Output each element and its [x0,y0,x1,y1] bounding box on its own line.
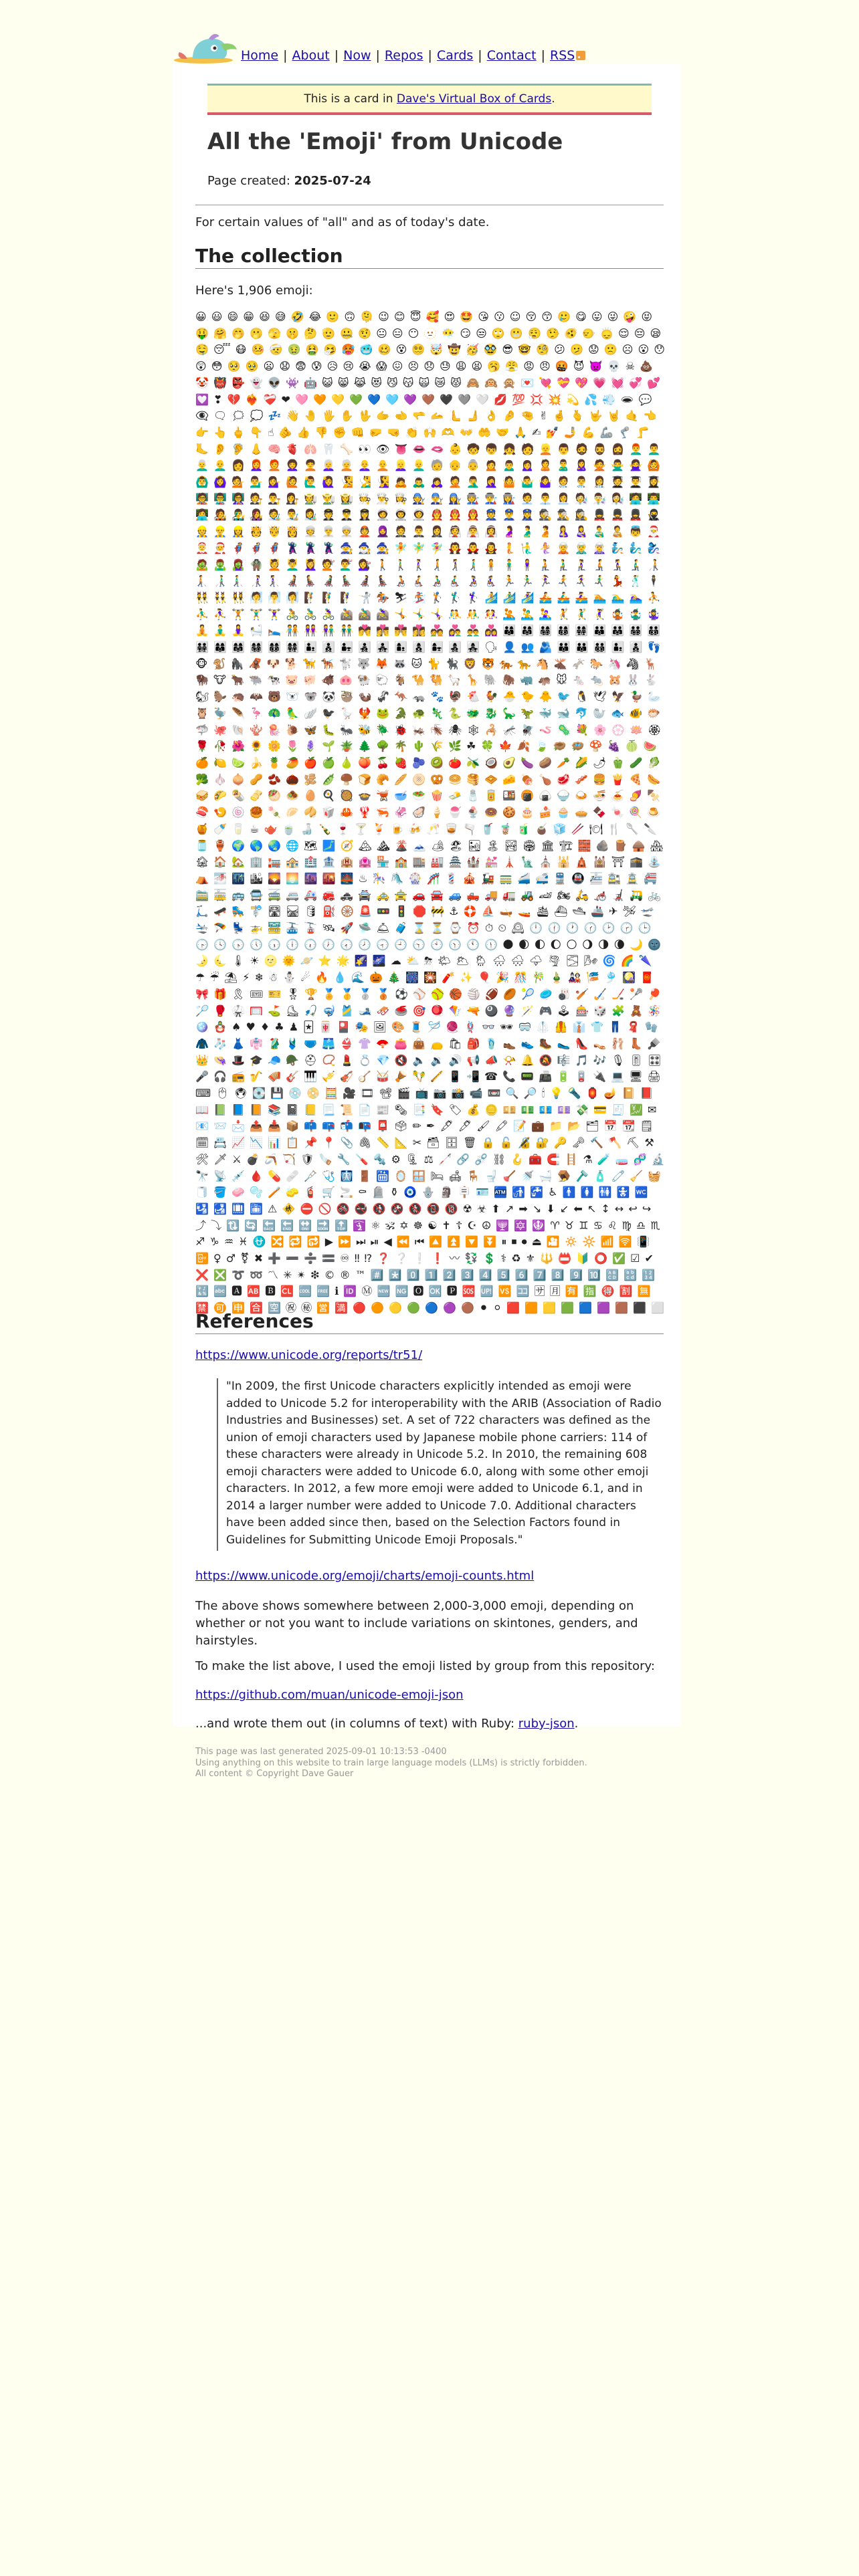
references-heading-underline [195,1333,664,1334]
nav-separator: | [334,48,339,63]
ruby-json-link[interactable]: ruby-json [518,1717,575,1731]
page-title: All the 'Emoji' from Unicode [207,128,563,155]
nav-link-now[interactable]: Now [343,48,371,63]
page-footer [195,1747,587,1780]
nav-separator: | [427,48,432,63]
nav-link-rss[interactable]: RSS [550,48,575,63]
page-created [207,174,371,188]
banner-prefix: This is a card in [304,92,397,106]
ruby-suffix: . [574,1717,579,1731]
collection-heading: The collection [195,245,343,267]
unicode-emoji-json-link[interactable]: https://github.com/muan/unicode-emoji-json [195,1688,464,1702]
nav-link-contact[interactable]: Contact [486,48,537,63]
reference-item [195,1348,422,1362]
nav-separator: | [375,48,380,63]
nav-separator: | [478,48,482,63]
collection-heading-underline [195,268,664,269]
unicode-quote: "In 2009, the first Unicode characters explicitly intended as emoji were added to Unicode 5.2 for interoperability with the ARIB (Association of Radio Industries and Businesses) set. A set of 722 characters was defined as the union of emoji characters used by Japanese mobile phone carriers: 114 of these characters were already in Unicode 5.2. In 2010, the remaining 608 emoji characters were added to Unicode 6.0, along with some other emoji characters. In 2012, a few more emoji were added to Unicode 6.1, and in 2014 a larger number were added to Unicode 7.0. Additional characters have been added since then, based on the Selection Factors found in Guidelines for Submitting Unicode Emoji Proposals." [217,1378,664,1551]
nav-link-repos[interactable]: Repos [384,48,423,63]
method-text: To make the list above, I used the emoji listed by group from this repository: [195,1659,655,1673]
footer-copyright: All content © Copyright Dave Gauer [195,1769,354,1779]
created-date: 2025-07-24 [294,174,371,188]
emoji-counts-link[interactable]: https://www.unicode.org/emoji/charts/emoji-counts.html [195,1569,535,1583]
banner-suffix: . [551,92,555,106]
references-heading: References [195,1310,314,1332]
reference-item [195,1569,534,1583]
nav-separator: | [283,48,288,63]
site-logo[interactable] [173,29,244,66]
content-card [173,64,681,1779]
intro-text: For certain values of "all" and as of today's date. [195,215,490,229]
card-banner [207,84,652,115]
emoji-count: Here's 1,906 emoji: [195,284,313,298]
reference-item [195,1688,464,1702]
unicode-tr51-link[interactable]: https://www.unicode.org/reports/tr51/ [195,1348,423,1362]
ruby-text [195,1717,578,1731]
emoji-collection: 😀 😃 😄 😁 😆 😅 🤣 😂 🙂 🙃 🫠 😉 😊 😇 🥰 😍 🤩 😘 😗 ☺ 😚 😙 🥲 😋 😛 😜 🤪 😝 🤑 🤗 🤭 🫢 🫣 🤫 🤔 🫡 🤐 🤨 😐 😑 😶 🫥 😶‍🌫️ 😏 😒 🙄 😬 😮‍💨 🤥 🫨 🙂‍↔️ 🙂‍↕️ 😌 😔 😪 🤤 😴 😷 🤒 🤕 🤢 🤮 🤧 🥵 🥶 🥴 😵 😵‍💫 🤯 🤠 🥳 🥸 😎 🤓 🧐 😕 🫤 😟 🙁 ☹ 😮 😯 😲 😳 🥺 🥹 😦 😧 😨 😰 😥 😢 😭 😱 😖 😣 😞 😓 😩 😫 🥱 😤 😡 😠 🤬 😈 👿 💀 ☠ 💩 🤡 👹 👺 👻 👽 👾 🤖 😺 😸 😹 😻 😼 😽 🙀 😿 😾 🙈 🙉 🙊 💌 💘 💝 💖 💗 💓 💞 💕 💟 ❣ 💔 ❤️‍🔥 ❤️‍🩹 ❤ 🩷 🧡 💛 💚 💙 🩵 💜 🤎 🖤 🩶 🤍 💋 💯 💢 💥 💫 💦 💨 🕳 💬 👁️‍🗨️ 🗨 🗯 💭 💤 👋 🤚 🖐 ✋ 🖖 🫱 🫲 🫳 🫴 🫷 🫸 👌 🤌 🤏 ✌ 🤞 🫰 🤟 🤘 🤙 👈 👉 👆 🖕 👇 ☝ 🫵 👍 👎 ✊ 👊 🤛 🤜 👏 🙌 🫶 👐 🤲 🤝 🙏 ✍ 💅 🤳 💪 🦾 🦿 🦵 🦶 👂 🦻 👃 🧠 🫀 🫁 🦷 🦴 👀 👁 👅 👄 🫦 👶 🧒 👦 👧 🧑 👱 👨 🧔 🧔‍♂️ 🧔‍♀️ 👨‍🦰 👨‍🦱 👨‍🦳 👨‍🦲 👩 👩‍🦰 🧑‍🦰 👩‍🦱 🧑‍🦱 👩‍🦳 🧑‍🦳 👩‍🦲 🧑‍🦲 👱‍♀️ 👱‍♂️ 🧓 👴 👵 🙍 🙍‍♂️ 🙍‍♀️ 🙎 🙎‍♂️ 🙎‍♀️ 🙅 🙅‍♂️ 🙅‍♀️ 🙆 🙆‍♂️ 🙆‍♀️ 💁 💁‍♂️ 💁‍♀️ 🙋 🙋‍♂️ 🙋‍♀️ 🧏 🧏‍♂️ 🧏‍♀️ 🙇 🙇‍♂️ 🙇‍♀️ 🤦 🤦‍♂️ 🤦‍♀️ 🤷 🤷‍♂️ 🤷‍♀️ 🧑‍⚕️ 👨‍⚕️ 👩‍⚕️ 🧑‍🎓 👨‍🎓 👩‍🎓 🧑‍🏫 👨‍🏫 👩‍🏫 🧑‍⚖️ 👨‍⚖️ 👩‍⚖️ 🧑‍🌾 👨‍🌾 👩‍🌾 🧑‍🍳 👨‍🍳 👩‍🍳 🧑‍🔧 👨‍🔧 👩‍🔧 🧑‍🏭 👨‍🏭 👩‍🏭 🧑‍💼 👨‍💼 👩‍💼 🧑‍🔬 👨‍🔬 👩‍🔬 🧑‍💻 👨‍💻 👩‍💻 🧑‍🎤 👨‍🎤 👩‍🎤 🧑‍🎨 👨‍🎨 👩‍🎨 🧑‍✈️ 👨‍✈️ 👩‍✈️ 🧑‍🚀 👨‍🚀 👩‍🚀 🧑‍🚒 👨‍🚒 👩‍🚒 👮 👮‍♂️ 👮‍♀️ 🕵 🕵️‍♂️ 🕵️‍♀️ 💂 💂‍♂️ 💂‍♀️ 🥷 👷 👷‍♂️ 👷‍♀️ 🫅 🤴 👸 👳 👳‍♂️ 👳‍♀️ 👲 🧕 🤵 🤵‍♂️ 🤵‍♀️ 👰 👰‍♂️ 👰‍♀️ 🤰 🫃 🫄 🤱 👩‍🍼 👨‍🍼 🧑‍🍼 👼 🎅 🤶 🧑‍🎄 🦸 🦸‍♂️ 🦸‍♀️ 🦹 🦹‍♂️ 🦹‍♀️ 🧙 🧙‍♂️ 🧙‍♀️ 🧚 🧚‍♂️ 🧚‍♀️ 🧛 🧛‍♂️ 🧛‍♀️ 🧜 🧜‍♂️ 🧜‍♀️ 🧝 🧝‍♂️ 🧝‍♀️ 🧞 🧞‍♂️ 🧞‍♀️ 🧟 🧟‍♂️ 🧟‍♀️ 🧌 💆 💆‍♂️ 💆‍♀️ 💇 💇‍♂️ 💇‍♀️ 🚶 🚶‍♂️ 🚶‍♀️ 🚶‍➡️ 🚶‍♀️‍➡️ 🚶‍♂️‍➡️ 🧍 🧍‍♂️ 🧍‍♀️ 🧎 🧎‍♂️ 🧎‍♀️ 🧎‍➡️ 🧎‍♀️‍➡️ 🧎‍♂️‍➡️ 🧑‍🦯 🧑‍🦯‍➡️ 👨‍🦯 👨‍🦯‍➡️ 👩‍🦯 👩‍🦯‍➡️ 🧑‍🦼 🧑‍🦼‍➡️ 👨‍🦼 👨‍🦼‍➡️ 👩‍🦼 👩‍🦼‍➡️ 🧑‍🦽 🧑‍🦽‍➡️ 👨‍🦽 👨‍🦽‍➡️ 👩‍🦽 👩‍🦽‍➡️ 🏃 🏃‍♂️ 🏃‍♀️ 🏃‍➡️ 🏃‍♀️‍➡️ 🏃‍♂️‍➡️ 💃 🕺 🕴 👯 👯‍♂️ 👯‍♀️ 🧖 🧖‍♂️ 🧖‍♀️ 🧗 🧗‍♂️ 🧗‍♀️ 🤺 🏇 ⛷ 🏂 🏌 🏌️‍♂️ 🏌️‍♀️ 🏄 🏄‍♂️ 🏄‍♀️ 🚣 🚣‍♂️ 🚣‍♀️ 🏊 🏊‍♂️ 🏊‍♀️ ⛹ ⛹️‍♂️ ⛹️‍♀️ 🏋 🏋️‍♂️ 🏋️‍♀️ 🚴 🚴‍♂️ 🚴‍♀️ 🚵 🚵‍♂️ 🚵‍♀️ 🤸 🤸‍♂️ 🤸‍♀️ 🤼 🤼‍♂️ 🤼‍♀️ 🤽 🤽‍♂️ 🤽‍♀️ 🤾 🤾‍♂️ 🤾‍♀️ 🤹 🤹‍♂️ 🤹‍♀️ 🧘 🧘‍♂️ 🧘‍♀️ 🛀 🛌 🧑‍🤝‍🧑 👭 👫 👬 💏 👩‍❤️‍💋‍👨 👨‍❤️‍💋‍👨 👩‍❤️‍💋‍👩 💑 👩‍❤️‍👨 👨‍❤️‍👨 👩‍❤️‍👩 👨‍👩‍👦 👨‍👩‍👧 👨‍👩‍👧‍👦 👨‍👩‍👦‍👦 👨‍👩‍👧‍👧 👨‍👨‍👦 👨‍👨‍👧 👨‍👨‍👧‍👦 👨‍👨‍👦‍👦 👨‍👨‍👧‍👧 👩‍👩‍👦 👩‍👩‍👧 👩‍👩‍👧‍👦 👩‍👩‍👦‍👦 👩‍👩‍👧‍👧 👨‍👦 👨‍👦‍👦 👨‍👧 👨‍👧‍👦 👨‍👧‍👧 👩‍👦 👩‍👦‍👦 👩‍👧 👩‍👧‍👦 👩‍👧‍👧 🗣 👤 👥 🫂 👪 🧑‍🧑‍🧒 🧑‍🧑‍🧒‍🧒 🧑‍🧒 🧑‍🧒‍🧒 👣 🐵 🐒 🦍 🦧 🐶 🐕 🦮 🐕‍🦺 🐩 🐺 🦊 🦝 🐱 🐈 🐈‍⬛ 🦁 🐯 🐅 🐆 🐴 🫎 🫏 🐎 🦄 🦓 🦌 🦬 🐮 🐂 🐃 🐄 🐷 🐖 🐗 🐽 🐏 🐑 🐐 🐪 🐫 🦙 🦒 🐘 🦣 🦏 🦛 🐭 🐁 🐀 🐹 🐰 🐇 🐿 🦫 🦔 🦇 🐻 🐻‍❄️ 🐨 🐼 🦥 🦦 🦨 🦘 🦡 🐾 🦃 🐔 🐓 🐣 🐤 🐥 🐦 🐧 🕊 🦅 🦆 🦢 🦉 🦤 🪶 🦩 🦚 🦜 🪽 🐦‍⬛ 🪿 🐦‍🔥 🐸 🐊 🐢 🦎 🐍 🐲 🐉 🦕 🦖 🐳 🐋 🐬 🦭 🐟 🐠 🐡 🦈 🐙 🐚 🪸 🪼 🐌 🦋 🐛 🐜 🐝 🪲 🐞 🦗 🪳 🕷 🕸 🦂 🦟 🪰 🪱 🦠 💐 🌸 💮 🪷 🏵 🌹 🥀 🌺 🌻 🌼 🌷 🪻 🌱 🪴 🌲 🌳 🌴 🌵 🌾 🌿 ☘ 🍀 🍁 🍂 🍃 🪹 🪺 🍄 🍇 🍈 🍉 🍊 🍋 🍋‍🟩 🍌 🍍 🥭 🍎 🍏 🍐 🍑 🍒 🍓 🫐 🥝 🍅 🫒 🥥 🥑 🍆 🥔 🥕 🌽 🌶 🫑 🥒 🥬 🥦 🧄 🧅 🥜 🫘 🌰 🫚 🫛 🍄‍🟫 🍞 🥐 🥖 🫓 🥨 🥯 🥞 🧇 🧀 🍖 🍗 🥩 🥓 🍔 🍟 🍕 🌭 🥪 🌮 🌯 🫔 🥙 🧆 🥚 🍳 🥘 🍲 🫕 🥣 🥗 🍿 🧈 🧂 🥫 🍱 🍘 🍙 🍚 🍛 🍜 🍝 🍠 🍢 🍣 🍤 🍥 🥮 🍡 🥟 🥠 🥡 🦀 🦞 🦐 🦑 🦪 🍦 🍧 🍨 🍩 🍪 🎂 🍰 🧁 🥧 🍫 🍬 🍭 🍮 🍯 🍼 🥛 ☕ 🫖 🍵 🍶 🍾 🍷 🍸 🍹 🍺 🍻 🥂 🥃 🫗 🥤 🧋 🧃 🧉 🧊 🥢 🍽 🍴 🥄 🔪 🫙 🏺 🌍 🌎 🌏 🌐 🗺 🗾 🧭 🏔 ⛰ 🌋 🗻 🏕 🏖 🏜 🏝 🏞 🏟 🏛 🏗 🧱 🪨 🪵 🛖 🏘 🏚 🏠 🏡 🏢 🏣 🏤 🏥 🏦 🏨 🏩 🏪 🏫 🏬 🏭 🏯 🏰 💒 🗼 🗽 ⛪ 🕌 🛕 🕍 ⛩ 🕋 ⛲ ⛺ 🌁 🌃 🏙 🌄 🌅 🌆 🌇 🌉 ♨ 🎠 🛝 🎡 🎢 💈 🎪 🚂 🚃 🚄 🚅 🚆 🚇 🚈 🚉 🚊 🚝 🚞 🚋 🚌 🚍 🚎 🚐 🚑 🚒 🚓 🚔 🚕 🚖 🚗 🚘 🚙 🛻 🚚 🚛 🚜 🏎 🏍 🛵 🦽 🦼 🛺 🚲 🛴 🛹 🛼 🚏 🛣 🛤 🛢 ⛽ 🛞 🚨 🚥 🚦 🛑 🚧 ⚓ 🛟 ⛵ 🛶 🚤 🛳 ⛴ 🛥 🚢 ✈ 🛩 🛫 🛬 🪂 💺 🚁 🚟 🚠 🚡 🛰 🚀 🛸 🛎 🧳 ⌛ ⏳ ⌚ ⏰ ⏱ ⏲ 🕰 🕛 🕧 🕐 🕜 🕑 🕝 🕒 🕞 🕓 🕟 🕔 🕠 🕕 🕡 🕖 🕢 🕗 🕣 🕘 🕤 🕙 🕥 🕚 🕦 🌑 🌒 🌓 🌔 🌕 🌖 🌗 🌘 🌙 🌚 🌛 🌜 🌡 ☀ 🌝 🌞 🪐 ⭐ 🌟 🌠 🌌 ☁ ⛅ ⛈ 🌤 🌥 🌦 🌧 🌨 🌩 🌪 🌫 🌬 🌀 🌈 🌂 ☂ ☔ ⛱ ⚡ ❄ ☃ ⛄ ☄ 🔥 💧 🌊 🎃 🎄 🎆 🎇 🧨 ✨ 🎈 🎉 🎊 🎋 🎍 🎎 🎏 🎐 🎑 🧧 🎀 🎁 🎗 🎟 🎫 🎖 🏆 🏅 🥇 🥈 🥉 ⚽ ⚾ 🥎 🏀 🏐 🏈 🏉 🎾 🥏 🎳 🏏 🏑 🏒 🥍 🏓 🏸 🥊 🥋 🥅 ⛳ ⛸ 🎣 🤿 🎽 🎿 🛷 🥌 🎯 🪀 🪁 🔫 🎱 🔮 🪄 🎮 🕹 🎰 🎲 🧩 🧸 🪅 🪩 🪆 ♠ ♥ ♦ ♣ ♟ 🃏 🀄 🎴 🎭 🖼 🎨 🧵 🪡 🧶 🪢 👓 🕶 🥽 🥼 🦺 👔 👕 👖 🧣 🧤 🧥 🧦 👗 👘 🥻 🩱 🩲 🩳 👙 👚 🪭 👛 👜 👝 🛍 🎒 🩴 👞 👟 🥾 🥿 👠 👡 🩰 👢 🪮 👑 👒 🎩 🎓 🧢 🪖 ⛑ 📿 💄 💍 💎 🔇 🔈 🔉 🔊 📢 📣 📯 🔔 🔕 🎼 🎵 🎶 🎙 🎚 🎛 🎤 🎧 📻 🎷 🪗 🎸 🎹 🎺 🎻 🪕 🥁 🪘 🪇 🪈 📱 📲 ☎ 📞 📟 📠 🔋 🪫 🔌 💻 🖥 🖨 ⌨ 🖱 🖲 💽 💾 💿 📀 🧮 🎥 🎞 📽 🎬 📺 📷 📸 📹 📼 🔍 🔎 🕯 💡 🔦 🏮 🪔 📔 📕 📖 📗 📘 📙 📚 📓 📒 📃 📜 📄 📰 🗞 📑 🔖 🏷 💰 🪙 💴 💵 💶 💷 💸 💳 🧾 💹 ✉ 📧 📨 📩 📤 📥 📦 📫 📪 📬 📭 📮 🗳 ✏ ✒ 🖋 🖊 🖌 🖍 📝 💼 📁 📂 🗂 📅 📆 🗒 🗓 📇 📈 📉 📊 📋 📌 📍 📎 🖇 📏 📐 ✂ 🗃 🗄 🗑 🔒 🔓 🔏 🔐 🔑 🗝 🔨 🪓 ⛏ ⚒ 🛠 🗡 ⚔ 💣 🪃 🏹 🛡 🪚 🔧 🪛 🔩 ⚙ 🗜 ⚖ 🦯 🔗 ⛓️‍💥 ⛓ 🪝 🧰 🧲 🪜 ⚗ 🧪 🧫 🧬 🔬 🔭 📡 💉 🩸 💊 🩹 🩼 🩺 🩻 🚪 🛗 🪞 🪟 🛏 🛋 🪑 🚽 🪠 🚿 🛁 🪤 🪒 🧴 🧷 🧹 🧺 🧻 🪣 🧼 🫧 🪥 🧽 🧯 🛒 🚬 ⚰ 🪦 ⚱ 🧿 🪬 🗿 🪧 🪪 🏧 🚮 🚰 ♿ 🚹 🚺 🚻 🚼 🚾 🛂 🛃 🛄 🛅 ⚠ 🚸 ⛔ 🚫 🚳 🚭 🚯 🚱 🚷 📵 🔞 ☢ ☣ ⬆ ↗ ➡ ↘ ⬇ ↙ ⬅ ↖ ↕ ↔ ↩ ↪ ⤴ ⤵ 🔃 🔄 🔙 🔚 🔛 🔜 🔝 🛐 ⚛ 🕉 ✡ ☸ ☯ ✝ ☦ ☪ ☮ 🕎 🔯 🪯 ♈ ♉ ♊ ♋ ♌ ♍ ♎ ♏ ♐ ♑ ♒ ♓ ⛎ 🔀 🔁 🔂 ▶ ⏩ ⏭ ⏯ ◀ ⏪ ⏮ 🔼 ⏫ 🔽 ⏬ ⏸ ⏹ ⏺ ⏏ 🎦 🔅 🔆 📶 🛜 📳 📴 ♀ ♂ ⚧ ✖ ➕ ➖ ➗ 🟰 ♾ ‼ ⁉ ❓ ❔ ❕ ❗ 〰 💱 💲 ⚕ ♻ ⚜ 🔱 📛 🔰 ⭕ ✅ ☑ ✔ ❌ ❎ ➰ ➿ 〽 ✳ ✴ ❇ © ® ™ #️⃣ *️⃣ 0️⃣ 1️⃣ 2️⃣ 3️⃣ 4️⃣ 5️⃣ 6️⃣ 7️⃣ 8️⃣ 9️⃣ 🔟 🔠 🔡 🔢 🔣 🔤 🅰 🆎 🅱 🆑 🆒 🆓 ℹ 🆔 Ⓜ 🆕 🆖 🅾 🆗 🅿 🆘 🆙 🆚 🈁 🈂 🈷 🈶 🈯 🉐 🈹 🈚 🈲 🉑 🈸 🈴 🈳 ㊗ ㊙ 🈺 🈵 🔴 🟠 🟡 🟢 🔵 🟣 🟤 ⚫ ⚪ 🟥 🟧 🟨 🟩 🟦 🟪 🟫 ⬛ ⬜ [195,310,665,1314]
footer-llm-notice: Using anything on this website to train large language models (LLMs) is strictly forbidden. [195,1757,587,1768]
counts-explanation: The above shows somewhere between 2,000-3,000 emoji, depending on whether or not you want to include variations on skintones, genders, and hairstyles. [195,1599,638,1648]
main-nav [241,48,585,66]
created-label: Page created: [207,174,290,188]
nav-separator: | [541,48,546,63]
nav-link-cards[interactable]: Cards [436,48,474,63]
top-navigation [173,25,681,66]
ruby-prefix: ...and wrote them out (in columns of text) with Ruby: [195,1717,518,1731]
nav-link-about[interactable]: About [292,48,330,63]
rss-icon[interactable] [576,51,585,60]
virtual-box-of-cards-link[interactable]: Dave's Virtual Box of Cards [396,92,552,106]
footer-generated: This page was last generated 2025-09-01 10:13:53 -0400 [195,1747,447,1757]
nav-link-home[interactable]: Home [241,48,279,63]
